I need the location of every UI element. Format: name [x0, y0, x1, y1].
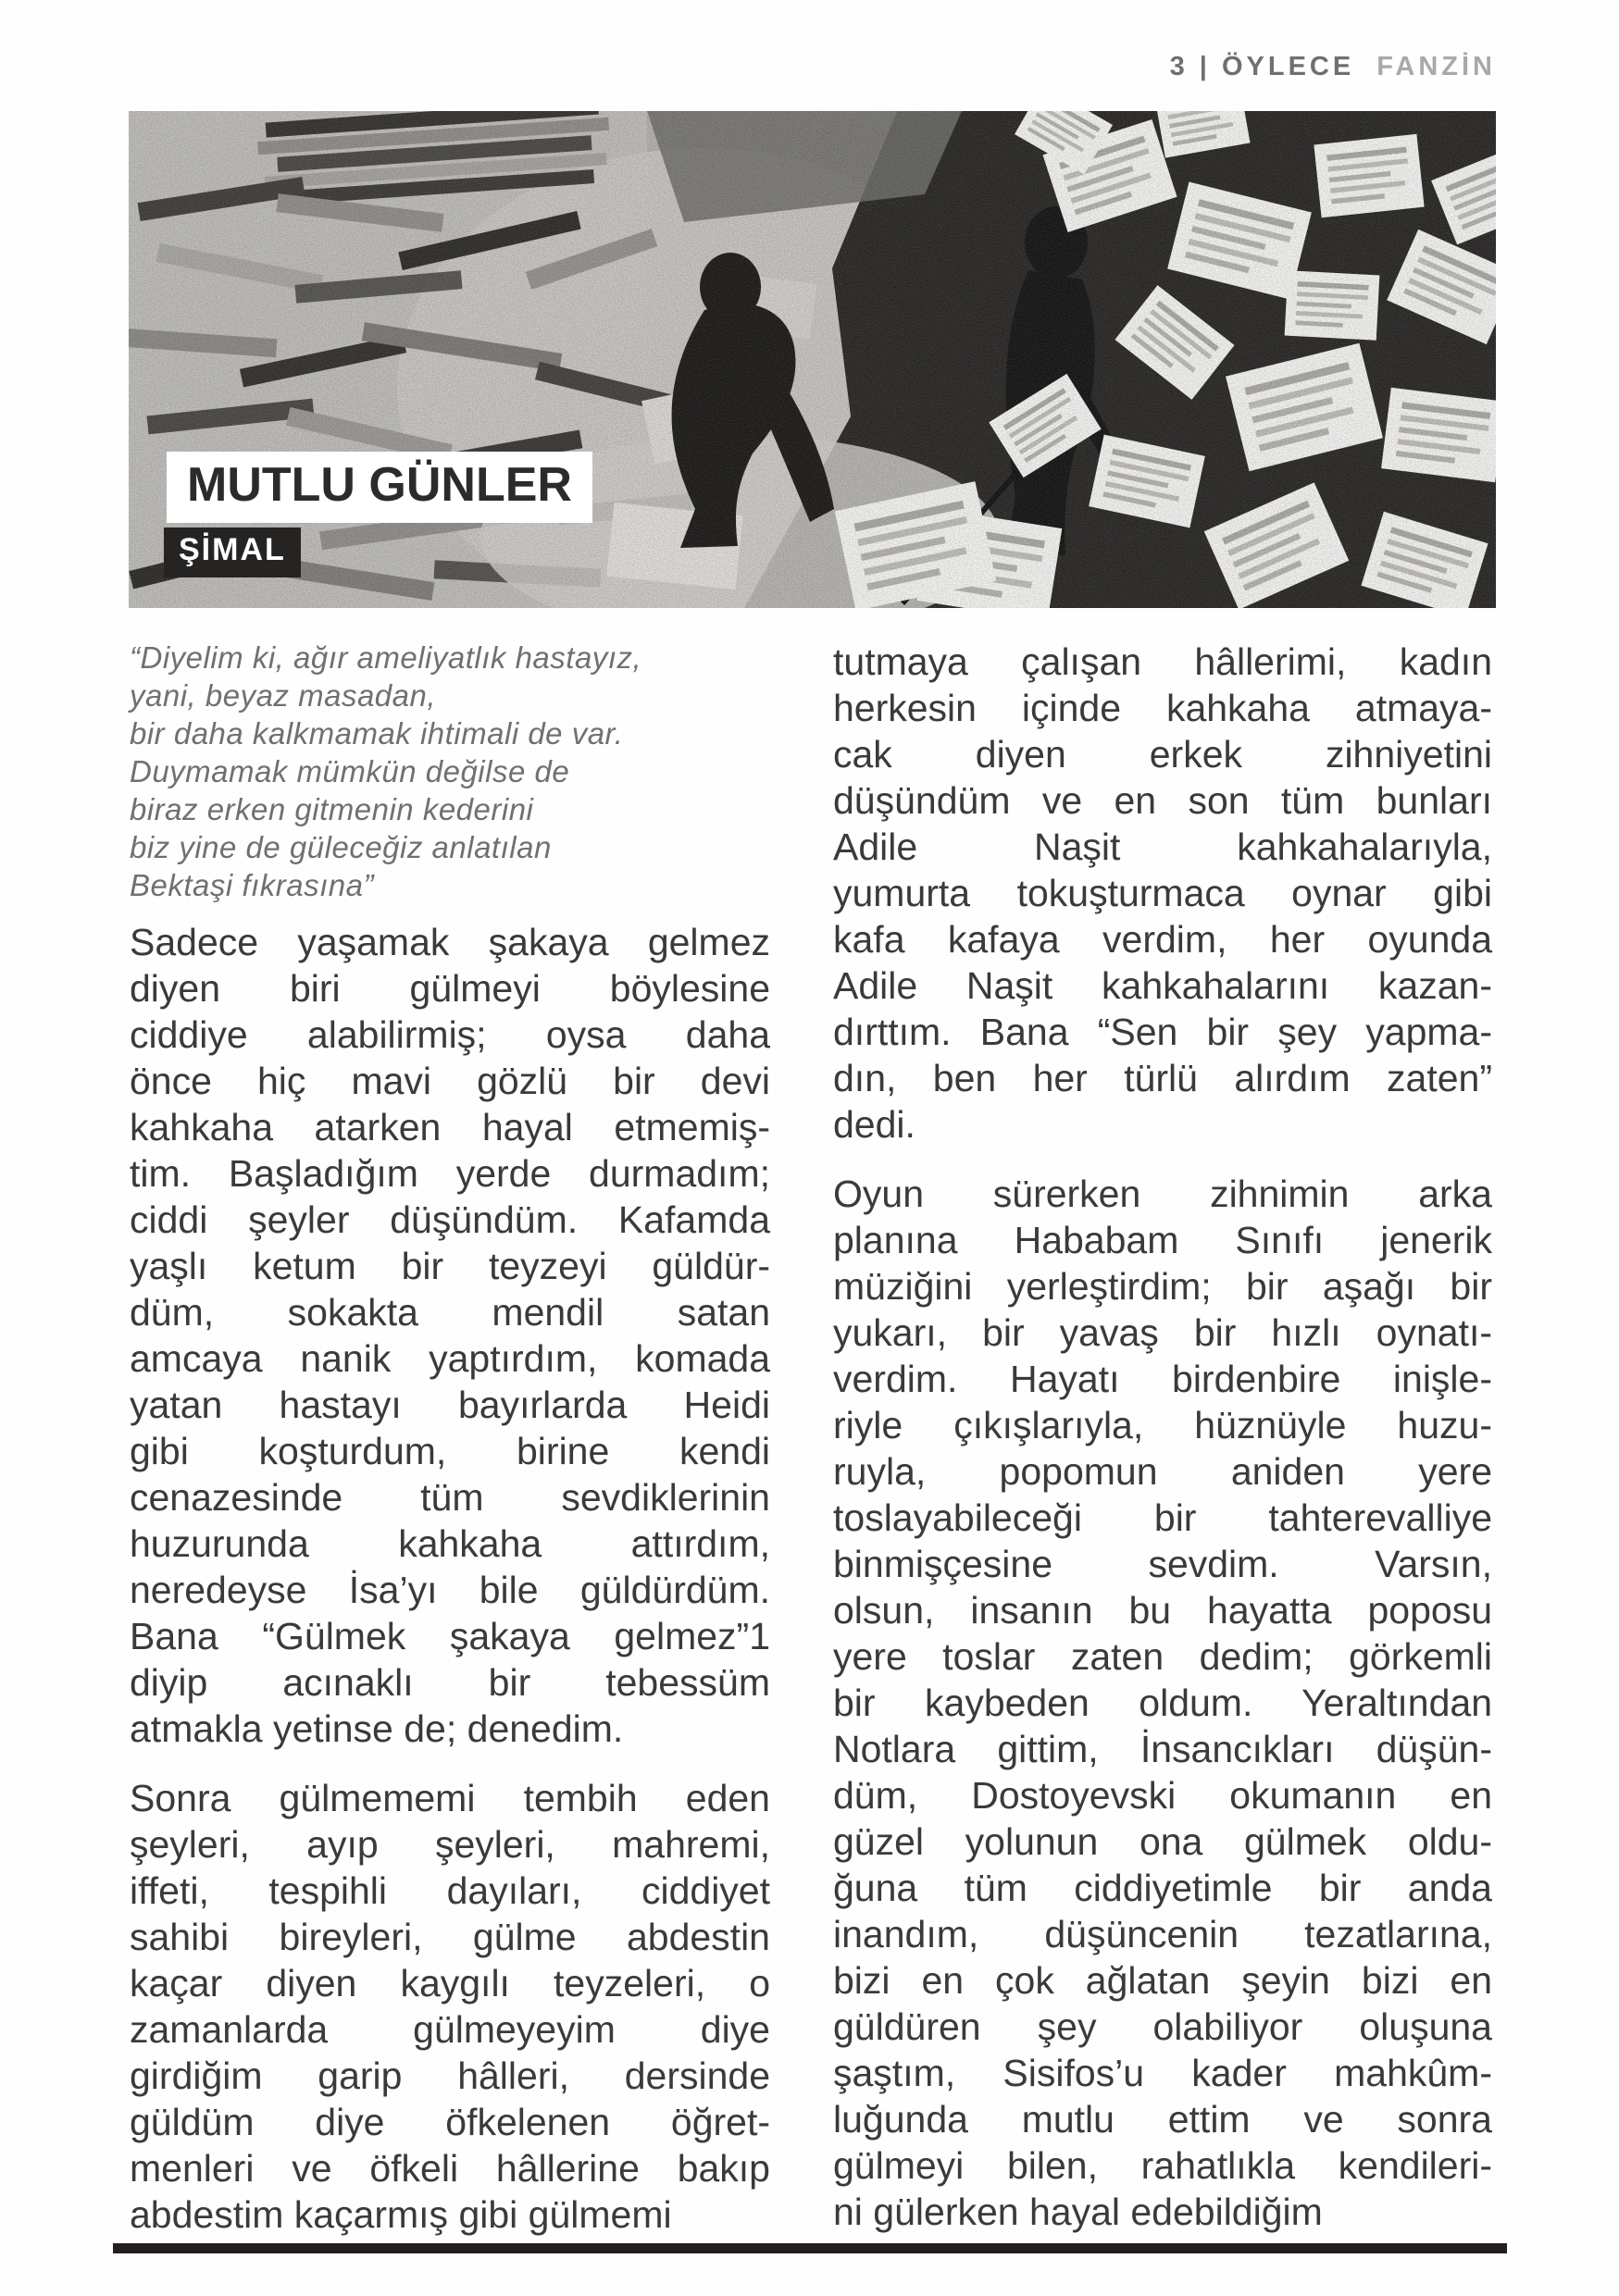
text-line: zamanlarda gülmeyeyim diye	[130, 2008, 770, 2051]
text-line: ruyla, popomun aniden yere	[833, 1450, 1492, 1493]
text-line: dırttım. Bana “Sen bir şey yapma-	[833, 1011, 1492, 1053]
text-line: yere toslar zaten dedim; görkemli	[833, 1635, 1492, 1678]
text-line: bir kaybeden oldum. Yeraltından	[833, 1682, 1492, 1724]
right-column	[833, 639, 1492, 2235]
text-line: huzurunda kahkaha attırdım,	[130, 1522, 770, 1565]
text-line: kahkaha atarken hayal etmemiş-	[130, 1106, 770, 1148]
article-author-text: ŞİMAL	[179, 532, 286, 567]
text-line: binmişçesine sevdim. Varsın,	[833, 1543, 1492, 1585]
text-line: dın, ben her türlü alırdım zaten”	[833, 1057, 1492, 1099]
text-line: planına Hababam Sınıfı jenerik	[833, 1219, 1492, 1261]
text-line: “Diyelim ki, ağır ameliyatlık hastayız,	[130, 640, 642, 675]
text-line: Adile Naşit kahkahalarıyla,	[833, 825, 1492, 868]
body-paragraph-4	[833, 1171, 1492, 2235]
body-paragraph-3	[833, 639, 1492, 1148]
text-line: düm, Dostoyevski okumanın en	[833, 1774, 1492, 1817]
text-line: girdiğim garip hâlleri, dersinde	[130, 2054, 770, 2097]
text-line: verdim. Hayatı birdenbire inişle-	[833, 1358, 1492, 1400]
text-line: Notlara gittim, İnsancıkları düşün-	[833, 1728, 1492, 1770]
text-line: gibi koşturdum, birine kendi	[130, 1430, 770, 1472]
text-line: yumurta tokuşturmaca oynar gibi	[833, 872, 1492, 914]
pull-quote	[130, 639, 770, 904]
text-line: güzel yolunun ona gülmek oldu-	[833, 1820, 1492, 1863]
text-line: şeyleri, ayıp şeyleri, mahremi,	[130, 1823, 770, 1866]
text-line: luğunda mutlu ettim ve sonra	[833, 2098, 1492, 2141]
text-line: Bana “Gülmek şakaya gelmez”1	[130, 1615, 770, 1657]
text-line: biraz erken gitmenin kederini	[130, 792, 534, 826]
text-line: cenazesinde tüm sevdiklerinin	[130, 1476, 770, 1519]
page-number-label: 3 | ÖYLECE	[1169, 52, 1355, 81]
text-line: şaştım, Sisifos’u kader mahkûm-	[833, 2052, 1492, 2094]
text-line: tim. Başladığım yerde durmadım;	[130, 1152, 770, 1195]
text-line: gülmeyi bilen, rahatlıkla kendileri-	[833, 2144, 1492, 2187]
zine-name-label: FANZİN	[1376, 52, 1496, 81]
text-line: Bektaşi fıkrasına”	[130, 868, 374, 902]
text-line: düm, sokakta mendil satan	[130, 1291, 770, 1334]
text-line: herkesin içinde kahkaha atmaya-	[833, 687, 1492, 729]
text-line: ni gülerken hayal edebildiğim	[833, 2191, 1323, 2233]
text-line: neredeyse İsa’yı bile güldürdüm.	[130, 1569, 770, 1611]
text-line: Duymamak mümkün değilse de	[130, 754, 570, 788]
text-line: atmakla yetinse de; denedim.	[130, 1707, 624, 1750]
text-line: ciddiye alabilirmiş; oysa daha	[130, 1013, 770, 1056]
text-line: bir daha kalkmamak ihtimali de var.	[130, 716, 624, 751]
text-line: tutmaya çalışan hâllerimi, kadın	[833, 640, 1492, 683]
text-line: inandım, düşüncenin tezatlarına,	[833, 1913, 1492, 1955]
text-line: kafa kafaya verdim, her oyunda	[833, 918, 1492, 961]
text-line: ciddi şeyler düşündüm. Kafamda	[130, 1198, 770, 1241]
text-line: biz yine de güleceğiz anlatılan	[130, 830, 552, 864]
text-line: dedi.	[833, 1103, 915, 1146]
text-line: güldüm diye öfkelenen öğret-	[130, 2101, 770, 2143]
text-line: yani, beyaz masadan,	[130, 678, 437, 713]
text-line: riyle çıkışlarıyla, hüznüyle huzu-	[833, 1404, 1492, 1446]
text-line: Oyun sürerken zihnimin arka	[833, 1173, 1492, 1215]
text-line: abdestim kaçarmış gibi gülmemi	[130, 2193, 672, 2236]
article-author-badge	[164, 527, 301, 577]
text-line: toslayabileceği bir tahterevalliye	[833, 1496, 1492, 1539]
text-line: yatan hastayı bayırlarda Heidi	[130, 1384, 770, 1426]
text-line: diyip acınaklı bir tebessüm	[130, 1661, 770, 1704]
text-line: güldüren şey olabiliyor oluşuna	[833, 2005, 1492, 2048]
text-line: cak diyen erkek zihniyetini	[833, 733, 1492, 776]
article-title-text: MUTLU GÜNLER	[187, 458, 572, 512]
body-paragraph-1	[130, 919, 770, 1752]
text-line: Adile Naşit kahkahalarını kazan-	[833, 964, 1492, 1007]
article-photo-illustration	[129, 111, 1496, 608]
text-line: müziğini yerleştirdim; bir aşağı bir	[833, 1265, 1492, 1308]
text-line: olsun, insanın bu hayatta poposu	[833, 1589, 1492, 1632]
left-column	[130, 639, 770, 2238]
footer-rule	[113, 2243, 1507, 2253]
text-line: amcaya nanik yaptırdım, komada	[130, 1337, 770, 1380]
text-line: yukarı, bir yavaş bir hızlı oynatı-	[833, 1311, 1492, 1354]
text-line: kaçar diyen kaygılı teyzeleri, o	[130, 1962, 770, 2004]
text-line: sahibi bireyleri, gülme abdestin	[130, 1916, 770, 1958]
text-line: iffeti, tespihli dayıları, ciddiyet	[130, 1869, 770, 1912]
text-line: Sonra gülmememi tembih eden	[130, 1777, 770, 1819]
text-line: Sadece yaşamak şakaya gelmez	[130, 921, 770, 963]
text-line: diyen biri gülmeyi böylesine	[130, 967, 770, 1010]
text-line: ğuna tüm ciddiyetimle bir anda	[833, 1867, 1492, 1909]
text-line: düşündüm ve en son tüm bunları	[833, 779, 1492, 822]
article-photo	[129, 111, 1496, 608]
page-header	[1170, 52, 1496, 82]
body-paragraph-2	[130, 1775, 770, 2238]
text-line: yaşlı ketum bir teyzeyi güldür-	[130, 1245, 770, 1287]
grain-light	[129, 111, 1496, 608]
article-title	[167, 452, 592, 523]
text-line: menleri ve öfkeli hâllerine bakıp	[130, 2147, 770, 2190]
text-line: önce hiç mavi gözlü bir devi	[130, 1060, 770, 1102]
text-line: bizi en çok ağlatan şeyin bizi en	[833, 1959, 1492, 2002]
